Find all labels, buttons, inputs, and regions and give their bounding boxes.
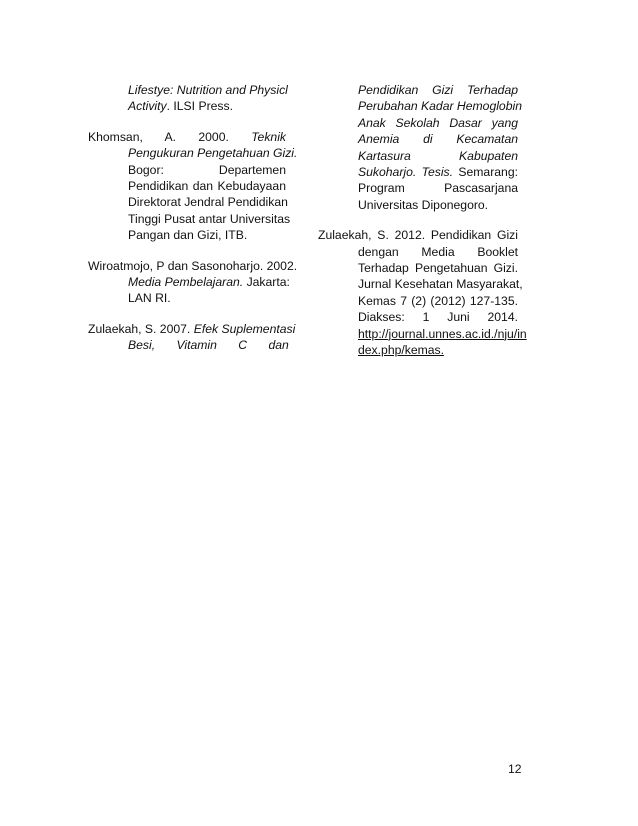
reference-title: Teknik [251,129,286,144]
reference-entry [88,82,286,115]
reference-title: Sukoharjo. Tesis. [358,165,454,180]
reference-line: Pangan dan Gizi, ITB. [128,228,248,243]
reference-entry [88,129,298,244]
reference-line: Anemia di Kecamatan [358,132,518,147]
reference-line [88,274,290,290]
reference-line: Perubahan Kadar Hemoglobin [358,99,522,114]
reference-line: Bogor: Departemen [128,162,286,177]
reference-line: Jurnal Kesehatan Masyarakat, [358,277,523,292]
reference-line: Pendidikan Gizi Terhadap [358,83,518,97]
reference-line: Terhadap Pengetahuan Gizi. [358,261,518,276]
reference-line: Wiroatmojo, P dan Sasonoharjo. 2002. [88,258,298,273]
reference-author: Zulaekah, S. 2007. [88,321,191,336]
reference-line: Diakses: 1 Juni 2014. [358,310,518,325]
page-number: 12 [508,762,522,776]
reference-line [88,98,286,114]
reference-entry [88,258,298,307]
reference-author: Khomsan, A. 2000. [88,129,229,144]
reference-publisher: . ILSI Press. [166,99,233,114]
reference-entry [318,82,522,213]
reference-line: LAN RI. [128,291,171,306]
reference-place: Jakarta: [246,275,290,290]
reference-place: Semarang: [458,165,518,180]
right-column [318,82,527,373]
reference-line [318,164,518,180]
reference-title: Media Pembelajaran. [128,275,244,290]
left-column [88,82,298,368]
reference-line: Pendidikan dan Kebudayaan [128,179,286,194]
reference-line: Lifestye: Nutrition and Physicl [128,83,288,97]
reference-line: Kartasura Kabupaten [358,148,518,163]
reference-line: Universitas Diponegoro. [358,197,489,212]
reference-line [88,129,286,145]
reference-title: Activity [128,99,167,114]
reference-line: Kemas 7 (2) (2012) 127-135. [358,293,518,308]
reference-title: Efek Suplementasi [193,321,296,336]
reference-line: Program Pascasarjana [358,181,518,196]
reference-line [88,321,296,337]
reference-line: dengan Media Booklet [358,244,518,259]
reference-entry [318,227,527,358]
reference-line: Besi, Vitamin C dan [128,338,289,353]
reference-line: Tinggi Pusat antar Universitas [128,211,291,226]
reference-url-link[interactable]: dex.php/kemas. [358,343,445,358]
reference-line: Direktorat Jendral Pendidikan [128,195,288,210]
reference-line: Anak Sekolah Dasar yang [358,115,518,130]
reference-url-link[interactable]: http://journal.unnes.ac.id./nju/in [358,326,527,341]
reference-entry [88,321,296,354]
reference-line: Zulaekah, S. 2012. Pendidikan Gizi [318,228,518,243]
reference-line: Pengukuran Pengetahuan Gizi. [128,146,298,161]
